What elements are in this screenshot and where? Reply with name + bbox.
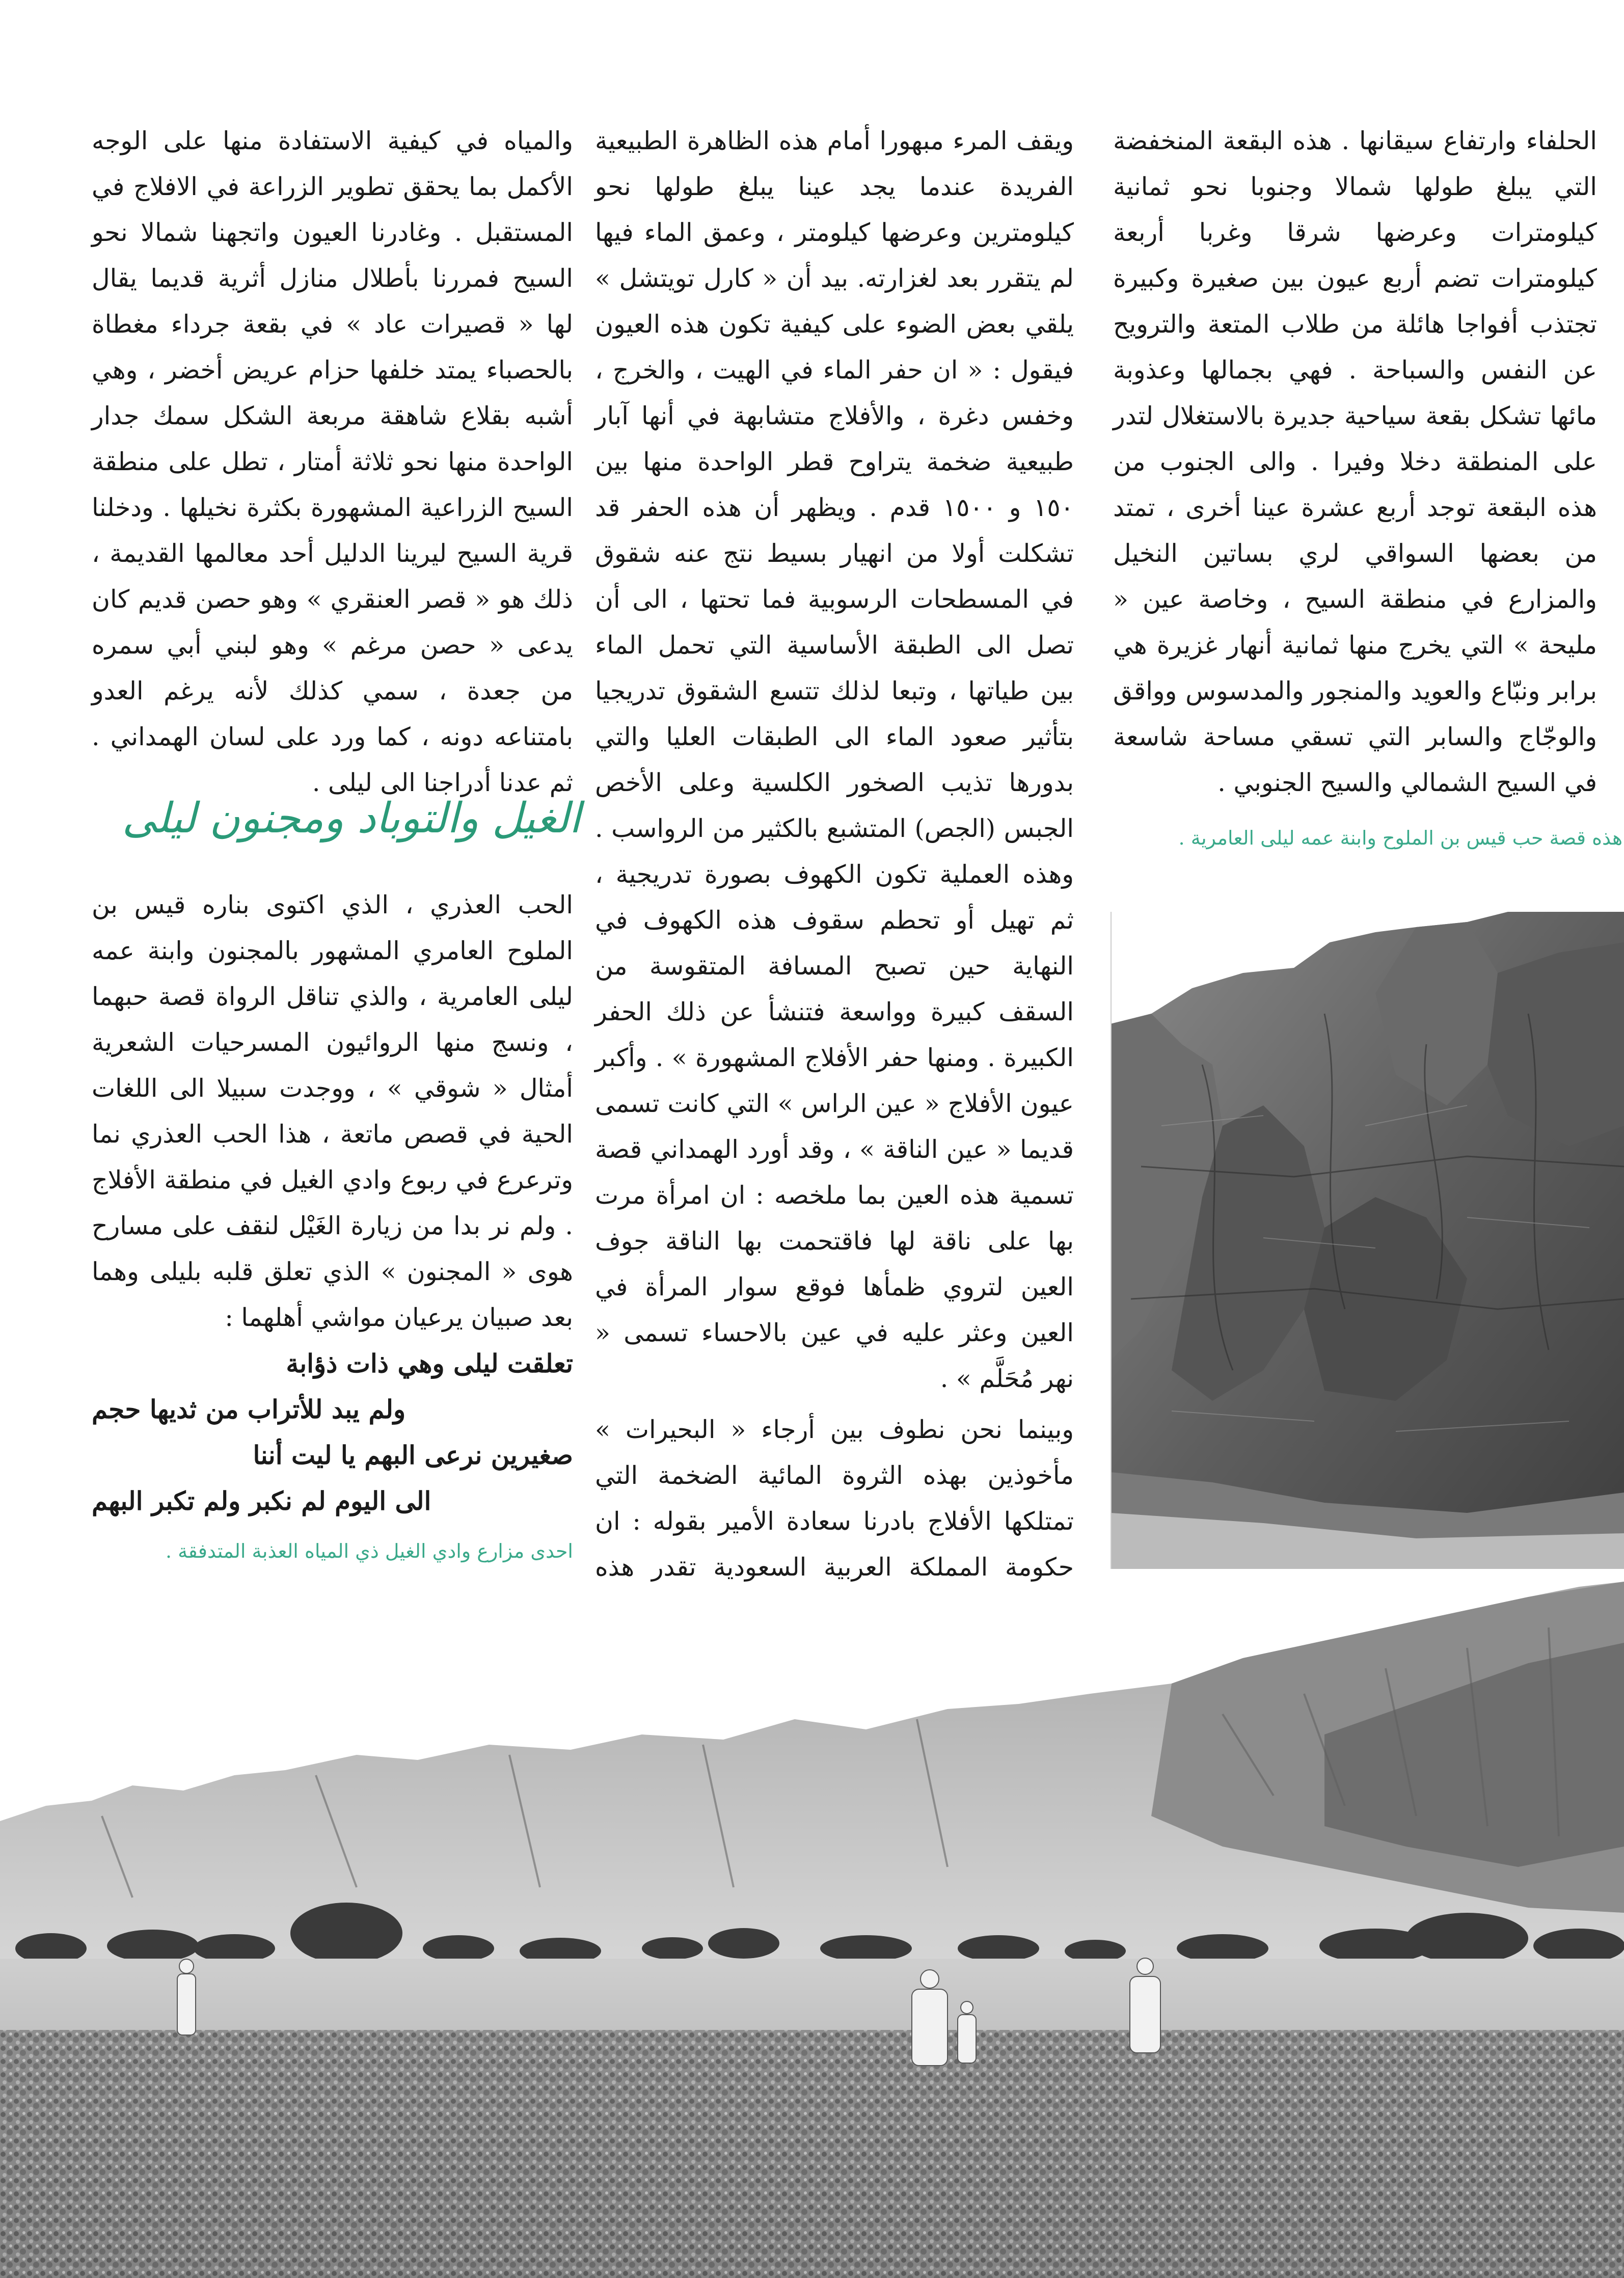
poem bbox=[92, 1341, 573, 1524]
text-column-right bbox=[1113, 118, 1597, 806]
photo-caption-bottom: احدى مزارع وادي الغيل ذي المياه العذبة المتدفقة . bbox=[165, 1540, 573, 1562]
poem-line: صغيرين نرعى البهم يا ليت أننا bbox=[253, 1440, 573, 1470]
text-column-middle bbox=[595, 118, 1074, 1682]
paragraph: الحب العذري ، الذي اكتوى بناره قيس بن الملوح العامري المشهور بالمجنون وابنة عمه ليلى العامرية ، والذي تناقل الرواة قصة حبهما ، ونسج منها الروائيون المسرحيات الشعرية أمثال « شوقي » ، ووجدت سبيلا الى اللغات الحية في قصص ماتعة ، هذا الحب العذري نما وترعرع في ربوع وادي الغيل في منطقة الأفلاج . ولم نر بدا من زيارة الغَيْل لنقف على مسارح هوى « المجنون » الذي تعلق قلبه بليلى وهما بعد صبيان يرعيان مواشي أهلهما : bbox=[92, 890, 573, 1332]
photo-caption-top: هذه قصة حب قيس بن الملوح وابنة عمه ليلى العامرية . bbox=[1178, 827, 1622, 849]
paragraph: الحلفاء وارتفاع سيقانها . هذه البقعة المنخفضة التي يبلغ طولها شمالا وجنوبا نحو ثمانية كيلومترات وعرضها شرقا وغربا أربعة كيلومترات تضم أربع عيون بين صغيرة وكبيرة تجتذب أفواجا هائلة من طلاب المتعة والترويح عن النفس والسباحة . فهي بجمالها وعذوبة مائها تشكل بقعة سياحية جديرة بالاستغلال لتدر على المنطقة دخلا وفيرا . والى الجنوب من هذه البقعة توجد أربع عشرة عينا أخرى ، تمتد من بعضها السواقي لري بساتين النخيل والمزارع في منطقة السيح ، وخاصة عين « مليحة » التي يخرج منها ثمانية أنهار غزيرة هي برابر ونبّاع والعويد والمنجور والمدسوس وواقق والوجّاج والسابر التي تسقي مساحة شاسعة في السيح الشمالي والسيح الجنوبي . bbox=[1113, 126, 1597, 797]
section-heading: الغيل والتوباد ومجنون ليلى bbox=[122, 794, 581, 843]
poem-line: ولم يبد للأتراب من ثديها حجم bbox=[92, 1394, 406, 1424]
poem-line: الى اليوم لم نكبر ولم تكبر البهم bbox=[92, 1486, 431, 1516]
paragraph: وبينما نحن نطوف بين أرجاء « البحيرات » مأخوذين بهذه الثروة المائية الضخمة التي تمتلكها الأفلاج بادرنا سعادة الأمير بقوله : ان حكومة المملكة العربية السعودية تقدر هذه bbox=[595, 1415, 1074, 1582]
paragraph: والمياه في كيفية الاستفادة منها على الوجه الأكمل بما يحقق تطوير الزراعة في الافلاج في المستقبل . وغادرنا العيون واتجهنا شمالا نحو السيح فمررنا بأطلال منازل أثرية قديما يقال لها « قصيرات عاد » في بقعة جرداء مغطاة بالحصباء يمتد خلفها حزام عريض أخضر ، وهي أشبه بقلاع شاهقة مربعة الشكل سمك جدار الواحدة منها نحو ثلاثة أمتار ، تطل على منطقة السيح الزراعية المشهورة بكثرة نخيلها . ودخلنا قرية السيح ليرينا الدليل أحد معالمها القديمة ، ذلك هو « قصر العنقري » وهو حصن قديم كان يدعى « حصن مرغم » وهو لبني أبي سمره من جعدة ، سمي كذلك لأنه يرغم العدو بامتناعه دونه ، كما ورد على لسان الهمداني . ثم عدنا أدراجنا الى ليلى . bbox=[92, 126, 573, 797]
poem-line: تعلقت ليلى وهي ذات ذؤابة bbox=[286, 1348, 573, 1378]
valley-farm-photo bbox=[0, 1582, 1624, 2278]
rock-cliff-photo bbox=[1111, 912, 1624, 1569]
paragraph: ويقف المرء مبهورا أمام هذه الظاهرة الطبيعية الفريدة عندما يجد عينا يبلغ طولها نحو كيلومترين وعرضها كيلومتر ، وعمق الماء فيها لم يتقرر بعد لغزارته. بيد أن « كارل تويتشل » يلقي بعض الضوء على كيفية تكون هذه العيون فيقول : « ان حفر الماء في الهيت ، والخرج ، وخفس دغرة ، والأفلاج متشابهة في أنها آبار طبيعية ضخمة يتراوح قطر الواحدة منها بين ١٥٠ و ١٥٠٠ قدم . ويظهر أن هذه الحفر قد تشكلت أولا من انهيار بسيط نتج عنه شقوق في المسطحات الرسوبية فما تحتها ، الى أن تصل الى الطبقة الأساسية التي تحمل الماء بين طياتها ، وتبعا لذلك تتسع الشقوق تدريجيا بتأثير صعود الماء الى الطبقات العليا والتي بدورها تذيب الصخور الكلسية وعلى الأخص الجبس (الجص) المتشبع بالكثير من الرواسب . وهذه العملية تكون الكهوف بصورة تدريجية ، ثم تهيل أو تحطم سقوف هذه الكهوف في النهاية حين تصبح المسافة المتقوسة من السقف كبيرة وواسعة فتنشأ عن ذلك الحفر الكبيرة . ومنها حفر الأفلاج المشهورة » . وأكبر عيون الأفلاج « عين الراس » التي كانت تسمى قديما « عين الناقة » ، وقد أورد الهمداني قصة تسمية هذه العين بما ملخصه : ان امرأة مرت بها على ناقة لها فاقتحمت بها الناقة جوف العين لتروي ظمأها فوقع سوار المرأة في العين وعثر عليه في عين بالاحساء تسمى « نهر مُحَلَّم » . bbox=[595, 126, 1074, 1393]
